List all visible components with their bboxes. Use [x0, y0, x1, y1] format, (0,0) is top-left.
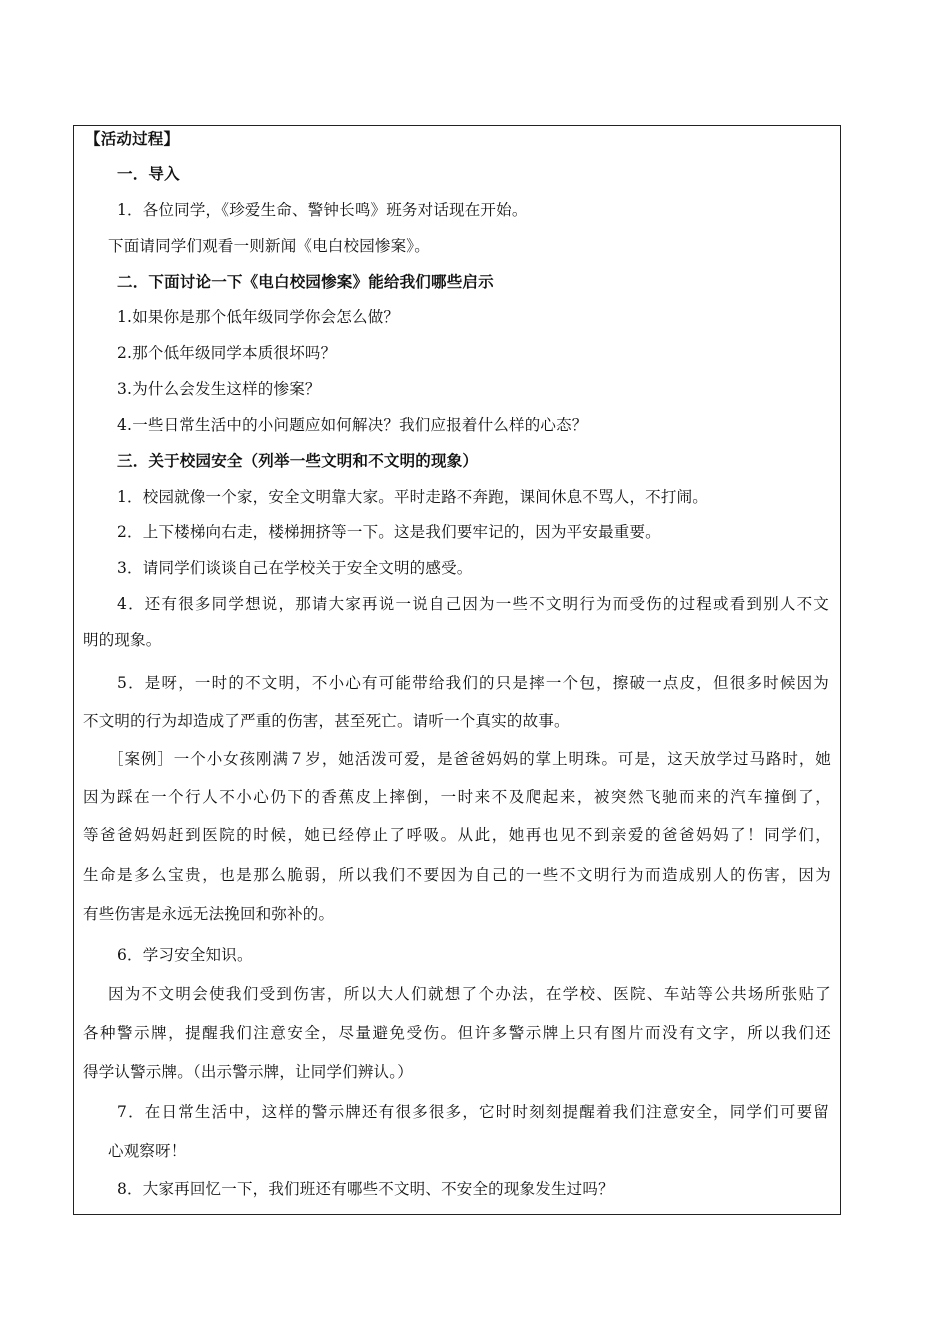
discussion-heading: 二．下面讨论一下《电白校园惨案》能给我们哪些启示: [117, 272, 494, 291]
case-line-5: 有些伤害是永远无法挽回和弥补的。: [83, 905, 335, 923]
safety-item-7-line-2: 心观察呀！: [108, 1142, 187, 1160]
safety-item-1: 1．校园就像一个家，安全文明靠大家。平时走路不奔跑，课间休息不骂人，不打闹。: [117, 488, 708, 506]
intro-paragraph-2: 下面请同学们观看一则新闻《电白校园惨案》。: [108, 237, 430, 255]
safety-item-7-line-1: 7．在日常生活中，这样的警示牌还有很多很多，它时时刻刻提醒着我们注意安全，同学们可要留: [117, 1103, 829, 1121]
intro-paragraph-1: 1．各位同学，《珍爱生命、警钟长鸣》班务对话现在开始。: [117, 201, 528, 219]
case-line-4: 生命是多么宝贵，也是那么脆弱，所以我们不要因为自己的一些不文明行为而造成别人的伤害，因为: [83, 866, 831, 884]
safety-item-3: 3．请同学们谈谈自己在学校关于安全文明的感受。: [117, 559, 473, 577]
safety-item-8: 8．大家再回忆一下，我们班还有哪些不文明、不安全的现象发生过吗？: [117, 1180, 614, 1198]
case-line-1: ［案例］一个小女孩刚满７岁，她活泼可爱，是爸爸妈妈的掌上明珠。可是，这天放学过马路时，她: [108, 750, 831, 768]
safety-item-4-line-2: 明的现象。: [83, 631, 162, 649]
signs-line-3: 得学认警示牌。（出示警示牌，让同学们辨认。）: [83, 1063, 413, 1081]
discussion-question-1: 1.如果你是那个低年级同学你会怎么做？: [117, 308, 400, 326]
case-line-3: 等爸爸妈妈赶到医院的时候，她已经停止了呼吸。从此，她再也见不到亲爱的爸爸妈妈了！同学们，: [83, 826, 831, 844]
discussion-question-3: 3.为什么会发生这样的惨案？: [117, 380, 321, 398]
case-line-2: 因为踩在一个行人不小心仍下的香蕉皮上摔倒，一时来不及爬起来，被突然飞驰而来的汽车撞倒了，: [83, 788, 831, 806]
signs-line-2: 各种警示牌，提醒我们注意安全，尽量避免受伤。但许多警示牌上只有图片而没有文字，所以我们还: [83, 1024, 831, 1042]
safety-heading: 三．关于校园安全（列举一些文明和不文明的现象）: [117, 451, 479, 470]
discussion-question-2: 2.那个低年级同学本质很坏吗？: [117, 344, 337, 362]
discussion-question-4: 4.一些日常生活中的小问题应如何解决？我们应报着什么样的心态？: [117, 416, 588, 434]
safety-item-2: 2．上下楼梯向右走，楼梯拥挤等一下。这是我们要牢记的，因为平安最重要。: [117, 523, 661, 541]
safety-item-5-line-2: 不文明的行为却造成了严重的伤害，甚至死亡。请听一个真实的故事。: [83, 712, 570, 730]
signs-line-1: 因为不文明会使我们受到伤害，所以大人们就想了个办法，在学校、医院、车站等公共场所张贴了: [108, 985, 831, 1003]
safety-item-4-line-1: 4．还有很多同学想说，那请大家再说一说自己因为一些不文明行为而受伤的过程或看到别人不文: [117, 595, 829, 613]
safety-item-6: 6．学习安全知识。: [117, 946, 253, 964]
safety-item-5-line-1: 5．是呀，一时的不文明，不小心有可能带给我们的只是摔一个包，擦破一点皮，但很多时候因为: [117, 674, 829, 692]
section-title: 【活动过程】: [85, 129, 180, 148]
intro-heading: 一．导入: [117, 164, 180, 183]
